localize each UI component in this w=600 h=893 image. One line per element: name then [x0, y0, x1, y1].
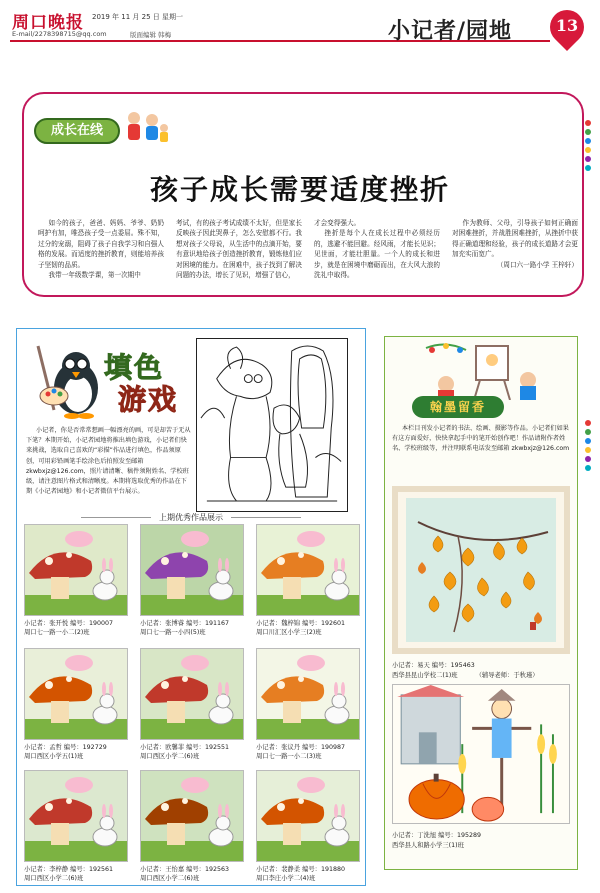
work-caption-name: 小记者：张议丹 编号：190987: [256, 744, 346, 751]
work-caption-name: 小记者：易天 编号：195463: [392, 662, 475, 669]
title-line-2: 游戏: [118, 383, 179, 416]
work-caption-class: 周口川汇区小学三(2)班: [256, 629, 322, 636]
work-caption-name: 小记者：张博睿 编号：191167: [140, 620, 230, 627]
work-caption-name: 小记者：裴静柔 编号：191880: [256, 866, 346, 873]
colored-artwork: [24, 648, 128, 740]
work-caption-class: 周口西区小学二(6)班: [140, 753, 200, 760]
work-caption-name: 小记者：魏梓锦 编号：192601: [256, 620, 346, 627]
work-caption-class: 周口西区小学五(1)班: [24, 753, 84, 760]
mushroom-rabbit-artwork-icon: [141, 771, 244, 862]
scarecrow-drawing: [392, 684, 570, 824]
date-line: 2019 年 11 月 25 日 星期一: [92, 13, 183, 21]
mushroom-rabbit-artwork-icon: [141, 649, 244, 740]
work-caption-class: 周口七一路一小四(5)班: [140, 629, 206, 636]
work-card: [256, 648, 360, 766]
work-caption-name: 小记者：王怡嘉 编号：192563: [140, 866, 230, 873]
work-caption-name: 小记者：张开悦 编号：190007: [24, 620, 114, 627]
paragraph: 作为教师、父母，引导孩子如何正确面对困难挫折，并战胜困难挫折，从挫折中获得正确道理和经验，孩子的成长道路才会更加充实而宽广。: [452, 219, 578, 259]
paragraph: 才会变得强大。: [314, 219, 361, 227]
article-column-2: [176, 218, 302, 292]
mushroom-rabbit-artwork-icon: [25, 771, 128, 862]
penguin-painter-icon: [32, 340, 112, 420]
page-header: [0, 0, 600, 70]
mushroom-rabbit-artwork-icon: [257, 525, 360, 616]
section-title: 小记者/园地: [388, 18, 513, 44]
masthead: 周口晚报: [12, 13, 84, 33]
paragraph: 考试，有的孩子考试成绩不太好，但是家长反映孩子因此哭鼻子，怎么安慰都不行。我想对孩子父母说，从生活中的点滴开始，要有意识地给孩子创造挫折教育，锻炼他们应对困境的能力。在困难中，孩子找到了解决问题的办法，增长了见识，增强了信心，: [176, 219, 302, 280]
work-card: [24, 524, 128, 642]
work-card: [256, 524, 360, 642]
works-subtitle: 上期优秀作品展示: [26, 512, 356, 523]
colored-artwork: [140, 524, 244, 616]
colored-artwork: [140, 770, 244, 862]
page-number: 13: [555, 16, 579, 35]
ginkgo-leaves-icon: [398, 492, 564, 648]
work-caption-class: 周口西区小学二(6)班: [140, 875, 200, 882]
work-caption-class: 周口李庄小学二(4)班: [256, 875, 316, 882]
paragraph: 我带一年级数学课，第一次期中: [48, 271, 141, 280]
work-caption-name: 小记者：李梓静 编号：192561: [24, 866, 114, 873]
easel-kids-illustration-icon: [416, 340, 556, 400]
calligraphy-badge: 翰墨留香: [412, 396, 504, 418]
page-number-badge: [550, 10, 584, 50]
colored-artwork: [24, 770, 128, 862]
title-line-1: 填色: [104, 351, 165, 384]
work-card: [140, 648, 244, 766]
coloring-page-lineart: [196, 338, 348, 512]
ginkgo-painting: [392, 486, 570, 654]
colored-artwork: [24, 524, 128, 616]
work-caption-name: 小记者：孟哲 编号：192729: [24, 744, 107, 751]
color-dots-decoration: [585, 120, 595, 174]
mushroom-rabbit-artwork-icon: [141, 525, 244, 616]
paragraph: 挫折是每个人在成长过程中必须经历的，逃避不能回避。经风雨，才能长见识；见世面，才能壮胆量。一个人的成长和进步，就是在困境中磨砺而出，在大风大浪的洗礼中取得。: [314, 229, 440, 280]
calligraphy-intro: 本栏目刊发小记者的书法、绘画、摄影等作品。小记者们如果有这方面爱好，快快拿起手中的笔开始创作吧！作品请附作者姓名、学校班级等，并注明联系电话发至邮箱 zkwbxjz@126.com: [392, 425, 570, 452]
work-card: [24, 770, 128, 888]
work-card: [140, 770, 244, 888]
article-body: [38, 218, 578, 292]
work-class: 西华县昆山学校二(1)班: [392, 672, 458, 679]
editor-line: 版面编辑 韩梅: [130, 31, 172, 39]
mushroom-rabbit-artwork-icon: [25, 649, 128, 740]
work-card: [140, 524, 244, 642]
color-dots-decoration: [585, 420, 595, 474]
colored-artwork: [256, 524, 360, 616]
family-illustration-icon: [120, 110, 170, 146]
column-badge: [34, 110, 164, 144]
mushroom-rabbit-artwork-icon: [257, 771, 360, 862]
colored-artwork: [256, 648, 360, 740]
email-line: E-mail/2278398715@qq.com: [12, 30, 107, 38]
scarecrow-pumpkin-icon: [393, 685, 569, 823]
work-caption-name: 小记者：丁洗旭 编号：195289: [392, 832, 482, 839]
paragraph: 如今的孩子，爸爸、妈妈、爷爷、奶奶呵护有加，唯恐孩子受一点委屈。殊不知，过分的宠溺，阻碍了孩子自我学习和自强人格的发展。而适度的挫折教育，则能培养孩子坚韧的品质。: [38, 219, 164, 269]
mushroom-rabbit-artwork-icon: [257, 649, 360, 740]
work-caption-class: 西华县人和路小学三(1)班: [392, 842, 464, 849]
colored-artwork: [256, 770, 360, 862]
coloring-game-intro: 小记者，你是否常常想画一幅漂亮的画，可是却苦于无从下笔？本期开始，小记者园地将推出填色游戏，小记者们快来挑战，选取自己喜欢的“彩描”作品进行填色，作品须原创，可用彩铅画笔手绘涂色后拍照发至邮箱 zkwbxjz@126.com，照片请清晰、稿件须附姓名、学校班级，请注意图片格式和清晰度。本期将选取优秀的作品在下期《小记者园地》和小记者微信平台展示。: [26, 427, 191, 496]
article-column-3: [314, 218, 440, 292]
article-signature: （周口六一路小学 王梓轩）: [496, 260, 578, 269]
work-caption-class: [392, 670, 539, 679]
article-column-1: [38, 218, 164, 292]
colored-artwork: [140, 648, 244, 740]
mushroom-rabbit-artwork-icon: [25, 525, 128, 616]
work-caption-class: 周口七一路一小二(2)班: [24, 629, 90, 636]
work-caption-class: 周口七一路一小二(3)班: [256, 753, 322, 760]
work-teacher: （辅导老师：于秋瑾）: [475, 672, 539, 679]
work-caption-name: 小记者：欧馨菲 编号：192551: [140, 744, 230, 751]
work-caption-class: 周口西区小学二(6)班: [24, 875, 84, 882]
badge-label: 成长在线: [50, 123, 103, 138]
coloring-game-title: [104, 352, 178, 416]
work-card: [256, 770, 360, 888]
work-card: [24, 648, 128, 766]
badge-bubble: [34, 118, 120, 144]
article-headline: 孩子成长需要适度挫折: [149, 173, 450, 206]
article-column-4: [452, 218, 578, 292]
